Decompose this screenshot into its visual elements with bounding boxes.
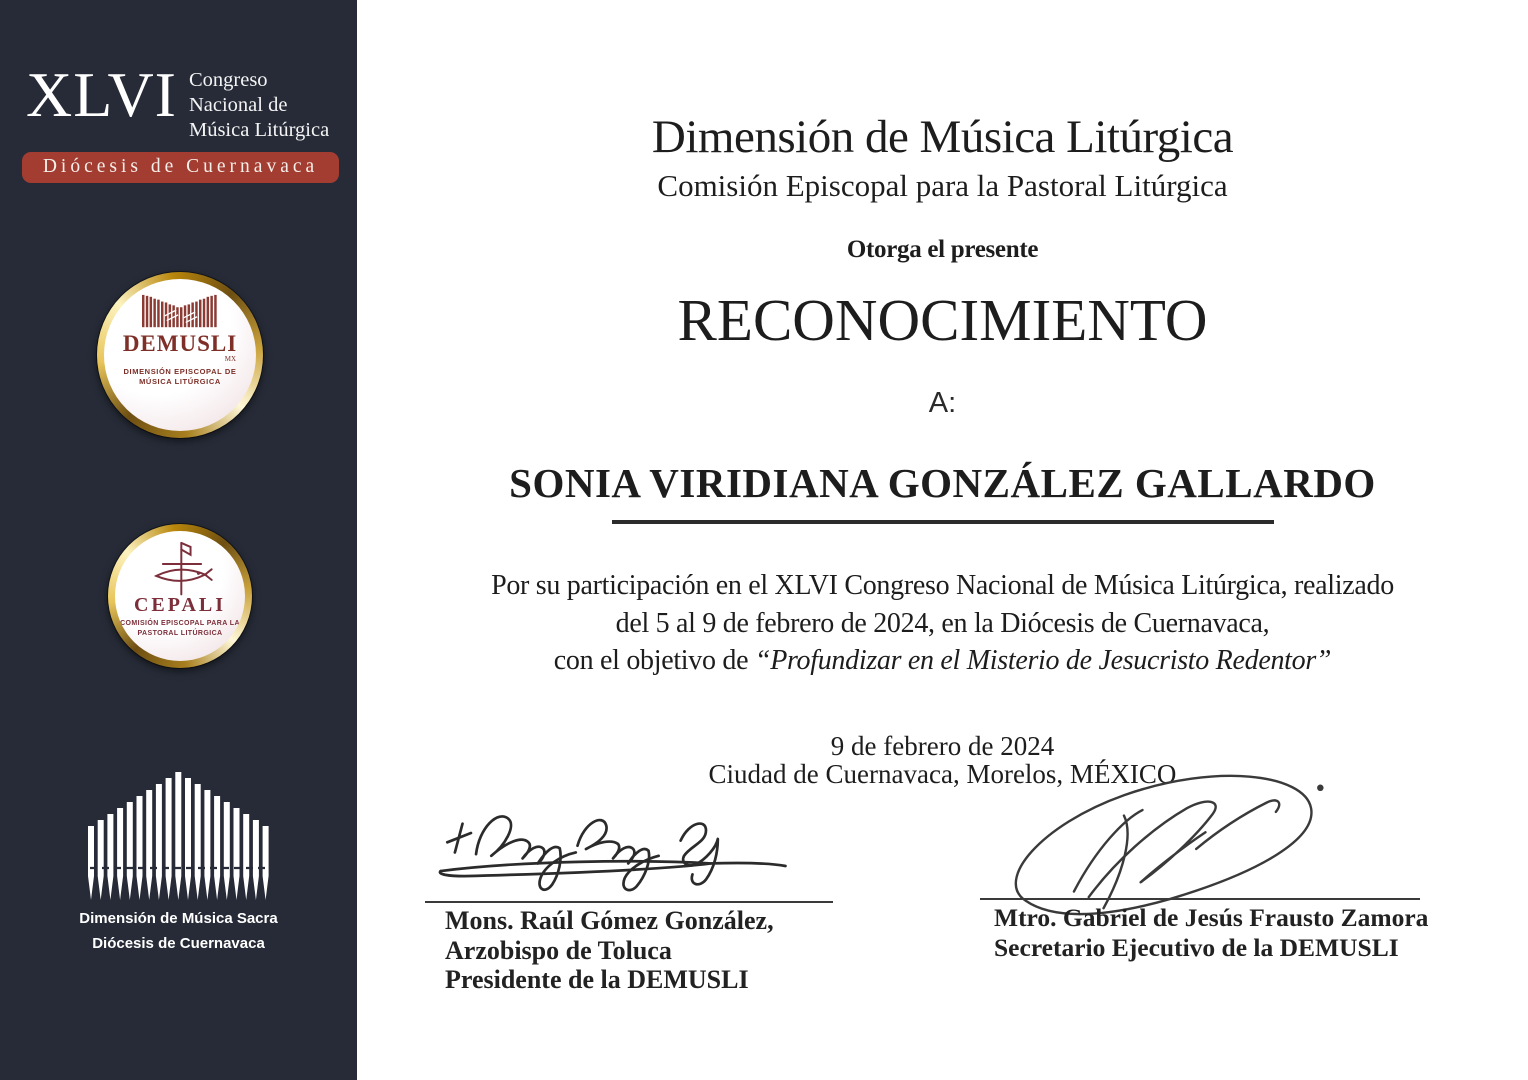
body-line: Por su participación en el XLVI Congreso Nacional de Música Litúrgica, realizado bbox=[491, 570, 1394, 601]
sacra-caption-line: Diócesis de Cuernavaca bbox=[92, 935, 265, 952]
signatory-name: Mtro. Gabriel de Jesús Frausto Zamora bbox=[994, 903, 1429, 932]
congress-title-line: Música Litúrgica bbox=[188, 119, 330, 141]
cepali-wordmark: CEPALI bbox=[133, 594, 227, 616]
body-quote: “Profundizar en el Misterio de Jesucristo Redentor” bbox=[754, 645, 1332, 676]
place-line: Ciudad de Cuernavaca, Morelos, MÉXICO bbox=[708, 759, 1177, 789]
org-title: Dimensión de Música Litúrgica bbox=[651, 111, 1234, 163]
to-label: A: bbox=[928, 387, 957, 419]
signatory-name: Mons. Raúl Gómez González, bbox=[445, 906, 774, 935]
signatory-role: Secretario Ejecutivo de la DEMUSLI bbox=[994, 933, 1399, 962]
body-line: con el objetivo de “Profundizar en el Misterio de Jesucristo Redentor” bbox=[553, 645, 1332, 676]
organ-pipes-logo bbox=[85, 772, 273, 904]
body-paragraph bbox=[357, 567, 1528, 680]
congress-title bbox=[189, 64, 329, 143]
recipient-underline bbox=[612, 520, 1274, 524]
cepali-seal-face bbox=[115, 531, 245, 661]
diocese-badge: Diócesis de Cuernavaca bbox=[22, 152, 339, 183]
demusli-seal bbox=[97, 272, 263, 438]
signatory-left bbox=[445, 906, 774, 995]
recipient-name: SONIA VIRIDIANA GONZÁLEZ GALLARDO bbox=[509, 460, 1376, 506]
signatory-role: Arzobispo de Toluca bbox=[445, 935, 672, 965]
organ-pipes-icon bbox=[140, 293, 220, 331]
signatory-right bbox=[994, 903, 1428, 963]
sidebar bbox=[0, 0, 357, 1080]
cross-note-fish-icon bbox=[147, 539, 213, 597]
congress-title-line: Congreso bbox=[188, 69, 268, 91]
congress-title-line: Nacional de bbox=[188, 94, 288, 116]
congress-logo bbox=[26, 59, 336, 183]
body-line: del 5 al 9 de febrero de 2024, en la Diócesis de Cuernavaca, bbox=[615, 607, 1270, 639]
sacra-caption-line: Dimensión de Música Sacra bbox=[79, 910, 278, 927]
signature-raul-gomez bbox=[427, 786, 799, 902]
demusli-suffix: MX bbox=[224, 355, 236, 363]
demusli-wordmark: DEMUSLI bbox=[122, 331, 238, 356]
date-line: 9 de febrero de 2024 bbox=[830, 731, 1055, 761]
presents-label: Otorga el presente bbox=[846, 236, 1039, 263]
demusli-seal-face bbox=[104, 279, 256, 431]
org-subtitle: Comisión Episcopal para la Pastoral Litúrgica bbox=[657, 168, 1228, 203]
sacra-caption bbox=[0, 906, 357, 956]
award-title: RECONOCIMIENTO bbox=[677, 287, 1208, 353]
signature-rule-right bbox=[980, 898, 1420, 900]
cepali-seal bbox=[108, 524, 252, 668]
congress-numeral: XLVI bbox=[26, 59, 177, 130]
signature-rule-left bbox=[425, 901, 833, 903]
cepali-caption: COMISIÓN EPISCOPAL PARA LA PASTORAL LITÚRGICA bbox=[120, 620, 240, 637]
signatory-role: Presidente de la DEMUSLI bbox=[445, 965, 749, 994]
certificate-body bbox=[357, 0, 1528, 1080]
demusli-caption: DIMENSIÓN EPISCOPAL DE MÚSICA LITÚRGICA bbox=[123, 367, 237, 386]
